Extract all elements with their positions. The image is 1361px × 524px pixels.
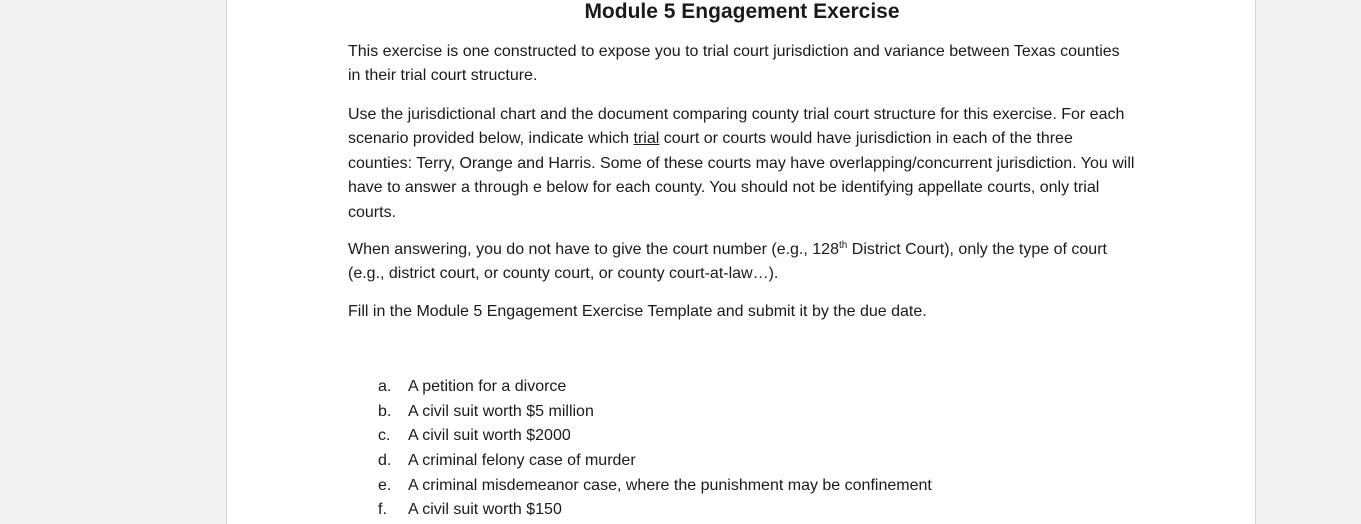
list-marker: b. [378, 402, 392, 420]
list-item [378, 400, 932, 425]
scenario-list [378, 375, 932, 523]
instructions-paragraph [348, 103, 1136, 225]
document-title: Module 5 Engagement Exercise [584, 0, 900, 23]
underlined-trial: trial [633, 130, 660, 148]
list-item-text: A criminal felony case of murder [408, 452, 636, 470]
list-item-text: A civil suit worth $2000 [408, 427, 571, 445]
list-marker: d. [378, 452, 392, 470]
list-item-text: A civil suit worth $150 [408, 501, 562, 519]
instructions-text-after: court or courts would have jurisdiction in each of the three counties: Terry, Orange and Harris. Some of these courts may have overlapping/concurrent jurisdiction. You will have to answer a through e below for each county. You should not be identifying appellate courts, only trial courts. [348, 130, 1135, 221]
answering-paragraph [348, 238, 1136, 287]
list-marker: f. [378, 501, 387, 519]
list-item [378, 474, 932, 499]
intro-paragraph: This exercise is one constructed to expose you to trial court jurisdiction and variance between Texas counties in their trial court structure. [348, 43, 1120, 85]
answering-text-after: District Court), only the type of court (e.g., district court, or county court, or county court-at-law…). [348, 241, 1107, 283]
instructions-text-before: Use the jurisdictional chart and the document comparing county trial court structure for this exercise. For each scenario provided below, indicate which [348, 106, 1125, 148]
answering-text-before: When answering, you do not have to give the court number (e.g., 128 [348, 241, 839, 258]
list-item [378, 375, 932, 400]
submission-paragraph: Fill in the Module 5 Engagement Exercise Template and submit it by the due date. [348, 303, 927, 320]
list-item [378, 424, 932, 449]
document-page[interactable] [226, 0, 1256, 524]
ordinal-superscript: th [838, 240, 848, 251]
list-item-text: A petition for a divorce [408, 378, 567, 395]
list-item-text: A criminal misdemeanor case, where the punishment may be confinement [408, 476, 932, 494]
list-item-text: A civil suit worth $5 million [408, 402, 594, 420]
list-item [378, 498, 932, 523]
list-marker: e. [378, 476, 392, 494]
list-marker: a. [378, 378, 392, 395]
list-marker: c. [378, 427, 391, 445]
list-item [378, 449, 932, 474]
